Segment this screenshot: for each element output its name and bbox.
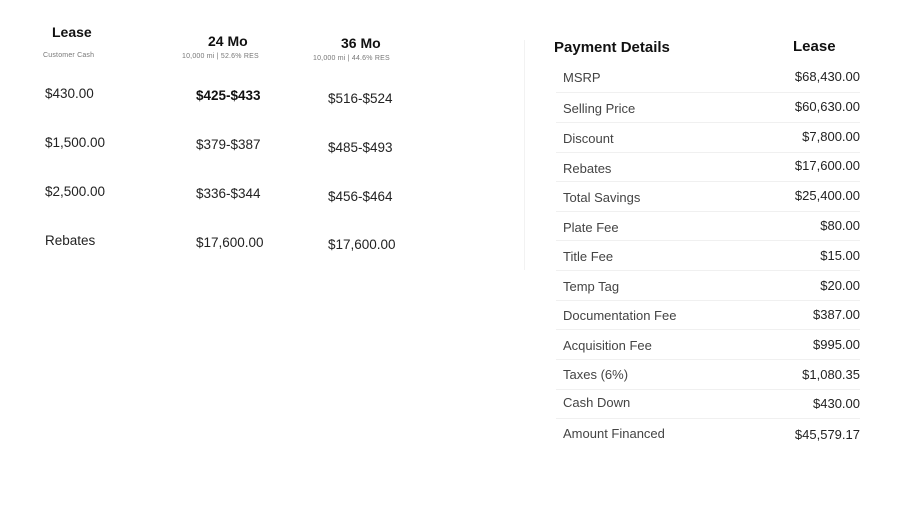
detail-label: Plate Fee — [563, 220, 619, 235]
lease-column-header: Lease — [793, 38, 836, 55]
column-divider — [524, 40, 525, 270]
term-36-subtitle: 10,000 mi | 44.6% RES — [313, 55, 390, 62]
row-divider — [556, 240, 860, 241]
row-divider — [556, 181, 860, 182]
detail-value: $995.00 — [813, 337, 860, 352]
detail-value: $80.00 — [820, 218, 860, 233]
detail-value: $20.00 — [820, 278, 860, 293]
detail-label: Cash Down — [563, 395, 631, 410]
detail-label: Rebates — [563, 161, 612, 176]
detail-label: Taxes (6%) — [563, 367, 629, 382]
row-divider — [556, 270, 860, 271]
detail-value: $430.00 — [813, 396, 860, 411]
payment-36mo[interactable]: $516-$524 — [328, 91, 393, 106]
row-divider — [556, 122, 860, 123]
detail-label: MSRP — [563, 70, 601, 85]
detail-label: Documentation Fee — [563, 308, 677, 323]
detail-value: $387.00 — [813, 307, 860, 322]
rebates-24mo: $17,600.00 — [196, 235, 264, 250]
term-24-title: 24 Mo — [208, 33, 248, 49]
detail-label: Total Savings — [563, 190, 641, 205]
lease-column-title: Lease — [52, 24, 92, 40]
row-divider — [556, 418, 860, 419]
cash-down-option: $2,500.00 — [45, 184, 106, 199]
rebates-label: Rebates — [45, 233, 96, 248]
row-divider — [556, 300, 860, 301]
row-divider — [556, 211, 860, 212]
detail-value: $45,579.17 — [794, 427, 860, 442]
term-24-subtitle: 10,000 mi | 52.6% RES — [182, 53, 259, 60]
detail-value: $60,630.00 — [794, 99, 860, 114]
payment-24mo[interactable]: $379-$387 — [196, 137, 261, 152]
detail-label: Selling Price — [563, 101, 636, 116]
detail-label: Acquisition Fee — [563, 338, 652, 353]
cash-down-option: $1,500.00 — [45, 135, 106, 150]
detail-label: Discount — [563, 131, 614, 146]
detail-value: $17,600.00 — [794, 158, 860, 173]
detail-label: Title Fee — [563, 249, 614, 264]
row-divider — [556, 152, 860, 153]
detail-value: $25,400.00 — [794, 188, 860, 203]
detail-label: Amount Financed — [563, 426, 665, 441]
row-divider — [556, 92, 860, 93]
payment-36mo[interactable]: $485-$493 — [328, 140, 393, 155]
payment-details-title: Payment Details — [554, 39, 670, 56]
detail-value: $15.00 — [820, 248, 860, 263]
row-divider — [556, 329, 860, 330]
payment-36mo[interactable]: $456-$464 — [328, 189, 393, 204]
cash-down-option: $430.00 — [45, 86, 94, 101]
detail-value: $68,430.00 — [794, 69, 860, 84]
payment-24mo[interactable]: $425-$433 — [196, 88, 261, 103]
lease-column-subtitle: Customer Cash — [43, 52, 95, 59]
row-divider — [556, 389, 860, 390]
rebates-36mo: $17,600.00 — [328, 237, 396, 252]
row-divider — [556, 359, 860, 360]
detail-value: $7,800.00 — [802, 129, 860, 144]
detail-value: $1,080.35 — [802, 367, 860, 382]
term-36-title: 36 Mo — [341, 35, 381, 51]
payment-24mo[interactable]: $336-$344 — [196, 186, 261, 201]
detail-label: Temp Tag — [563, 279, 620, 294]
